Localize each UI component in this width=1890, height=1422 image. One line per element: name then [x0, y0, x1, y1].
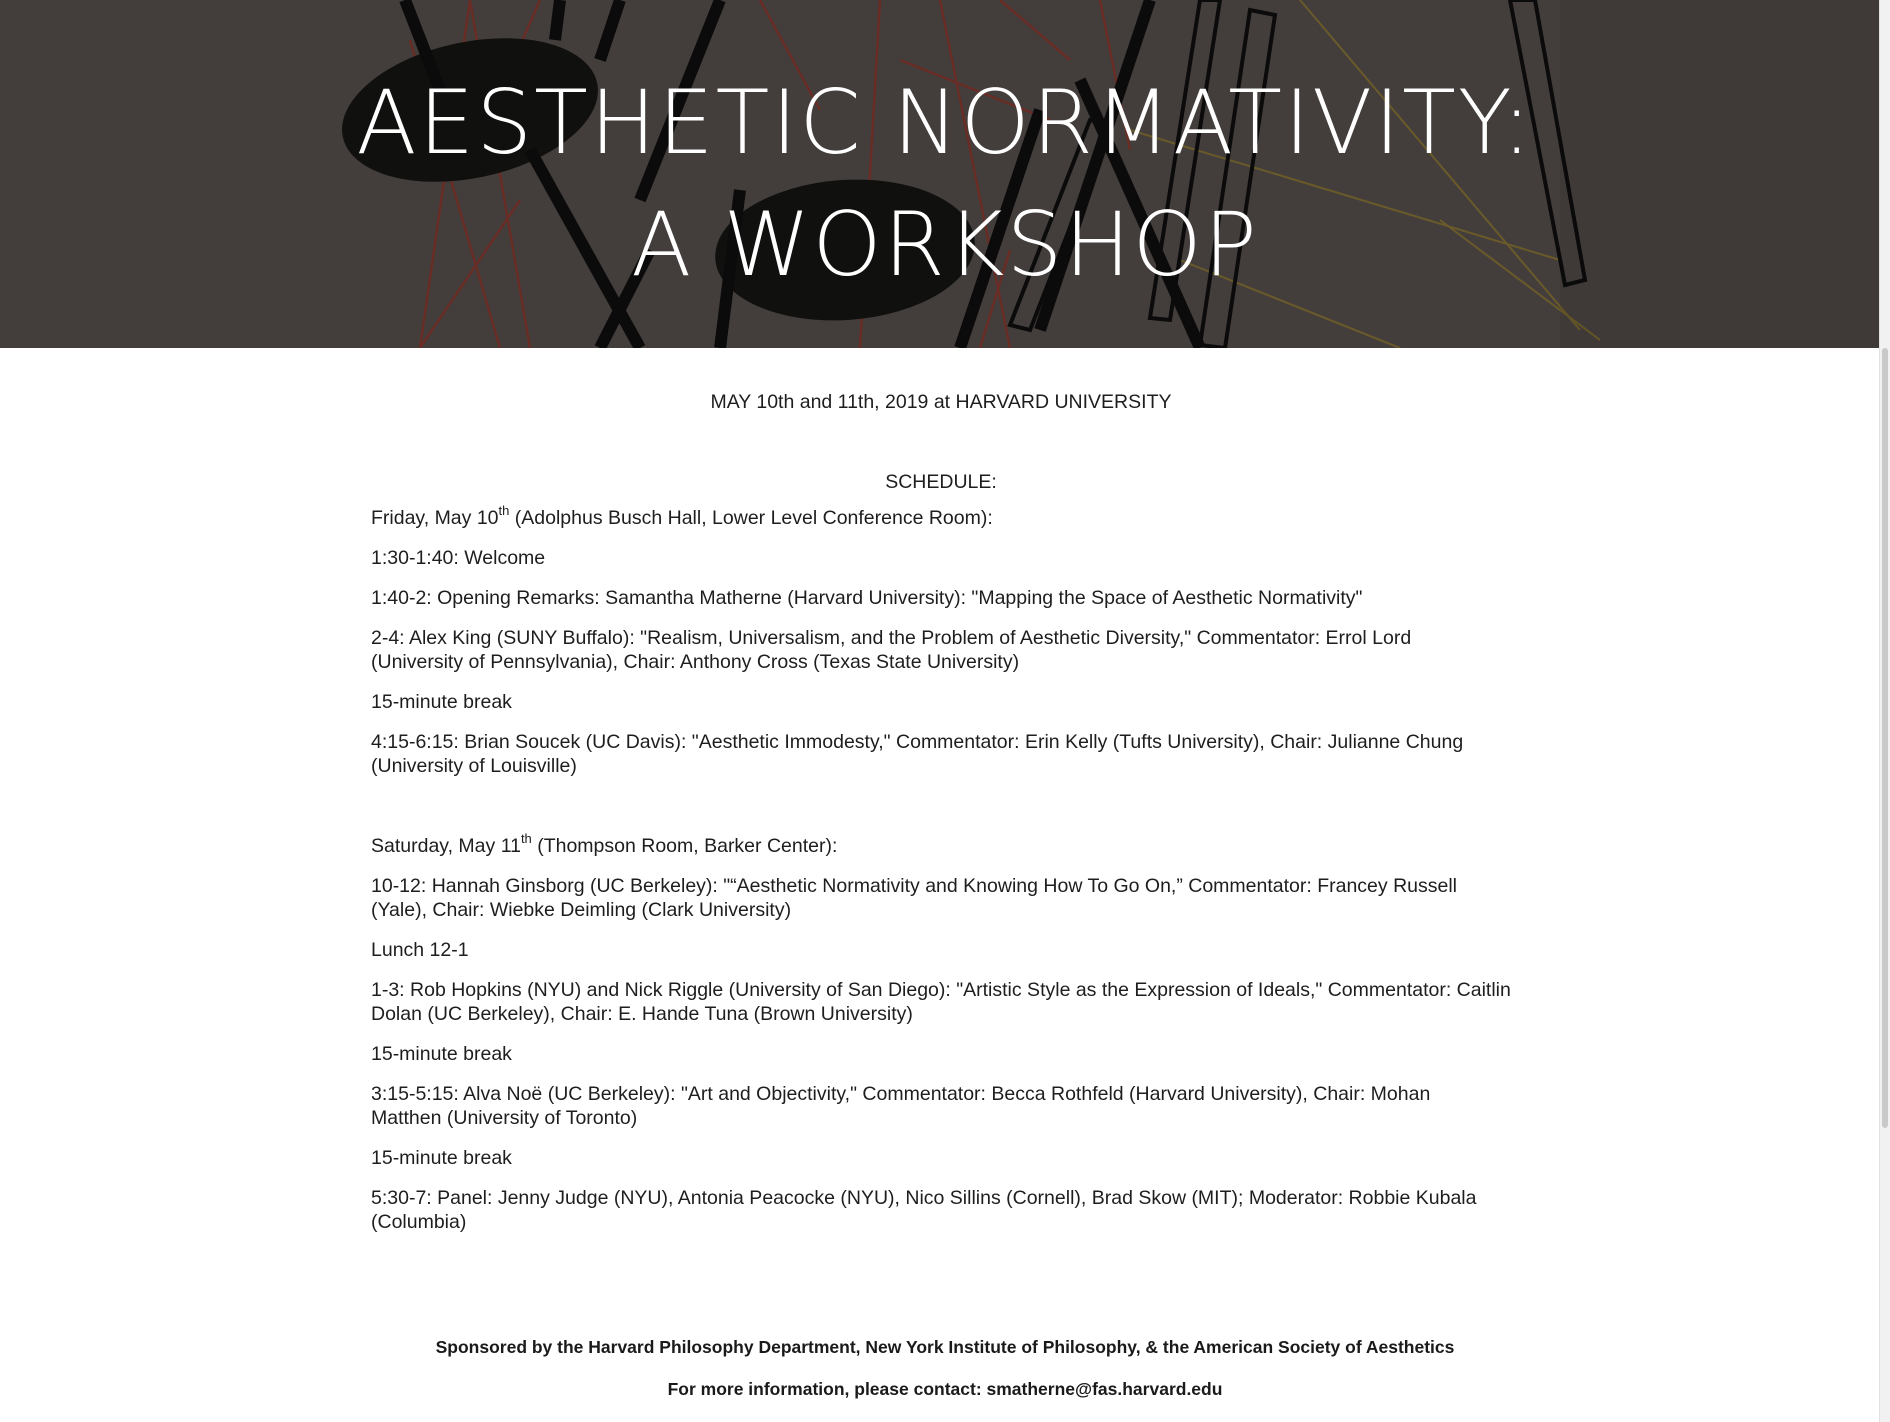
schedule-item-line: 1:30-1:40: Welcome: [371, 547, 546, 569]
schedule-item: [371, 1186, 1511, 1234]
page-title: [0, 62, 1890, 306]
vertical-scrollbar[interactable]: [1879, 0, 1890, 1422]
schedule-heading: SCHEDULE:: [885, 471, 997, 493]
schedule-item-line: (Columbia): [371, 1211, 467, 1233]
schedule-item-line: 5:30-7: Panel: Jenny Judge (NYU), Antonia Peacocke (NYU), Nico Sillins (Cornell), Brad Skow (MIT); Moderator: Robbie Kubala: [371, 1187, 1477, 1209]
saturday-heading: [371, 831, 1511, 858]
saturday-heading-suffix: (Thompson Room, Barker Center):: [531, 835, 838, 857]
contact-line: For more information, please contact: smatherne@fas.harvard.edu: [667, 1379, 1223, 1399]
schedule-item-line: 15-minute break: [371, 1043, 512, 1065]
schedule-item: [371, 586, 1511, 610]
friday-heading: [371, 503, 1511, 530]
schedule-item-line: 1-3: Rob Hopkins (NYU) and Nick Riggle (University of San Diego): "Artistic Style as the Expression of Ideals," Commentator: Caitlin: [371, 979, 1511, 1001]
event-date-line: MAY 10th and 11th, 2019 at HARVARD UNIVERSITY: [710, 391, 1172, 413]
schedule-item-line: Lunch 12-1: [371, 939, 469, 961]
sponsors-line: Sponsored by the Harvard Philosophy Department, New York Institute of Philosophy, & the American Society of Aesthetics: [435, 1337, 1455, 1357]
saturday-heading-sup: th: [520, 831, 532, 846]
schedule-item-line: 15-minute break: [371, 691, 512, 713]
schedule-item: [371, 1146, 1511, 1170]
schedule-item: [371, 690, 1511, 714]
schedule-item: [371, 626, 1511, 674]
schedule-item-line: 1:40-2: Opening Remarks: Samantha Matherne (Harvard University): "Mapping the Space of Aesthetic Normativity": [371, 587, 1363, 609]
schedule-item-line: 10-12: Hannah Ginsborg (UC Berkeley): "“Aesthetic Normativity and Knowing How To Go On,” Commentator: Francey Russell: [371, 875, 1458, 897]
schedule-item-line: Dolan (UC Berkeley), Chair: E. Hande Tuna (Brown University): [371, 1003, 913, 1025]
friday-heading-suffix: (Adolphus Busch Hall, Lower Level Conference Room):: [509, 507, 993, 529]
schedule-item-line: Matthen (University of Toronto): [371, 1107, 638, 1129]
schedule-item: [371, 1082, 1511, 1130]
schedule-item-line: 3:15-5:15: Alva Noë (UC Berkeley): "Art and Objectivity," Commentator: Becca Rothfeld (Harvard University), Chair: Mohan: [371, 1083, 1431, 1105]
friday-heading-sup: th: [498, 503, 510, 518]
schedule-item-line: (University of Louisville): [371, 755, 577, 777]
schedule-item-line: 2-4: Alex King (SUNY Buffalo): "Realism, Universalism, and the Problem of Aesthetic Diversity," Commentator: Errol Lord: [371, 627, 1412, 649]
schedule-item-line: (Yale), Chair: Wiebke Deimling (Clark University): [371, 899, 792, 921]
friday-heading-prefix: Friday, May 10: [371, 507, 499, 529]
schedule-item: [371, 1042, 1511, 1066]
page-title-line-1: AESTHETIC NORMATIVITY:: [356, 71, 1534, 174]
hero-banner: [0, 0, 1890, 348]
schedule-item: [371, 730, 1511, 778]
scrollbar-thumb[interactable]: [1882, 348, 1888, 1128]
schedule-item: [371, 546, 1511, 570]
schedule-item: [371, 938, 1511, 962]
schedule-item: [371, 874, 1511, 922]
page-title-line-2: A WORKSHOP: [631, 193, 1259, 296]
schedule-item-line: 4:15-6:15: Brian Soucek (UC Davis): "Aesthetic Immodesty," Commentator: Erin Kelly (Tufts University), Chair: Julianne Chung: [371, 731, 1464, 753]
schedule-item-line: (University of Pennsylvania), Chair: Anthony Cross (Texas State University): [371, 651, 1020, 673]
schedule-item: [371, 978, 1511, 1026]
schedule-item-line: 15-minute break: [371, 1147, 512, 1169]
saturday-heading-prefix: Saturday, May 11: [371, 835, 521, 857]
